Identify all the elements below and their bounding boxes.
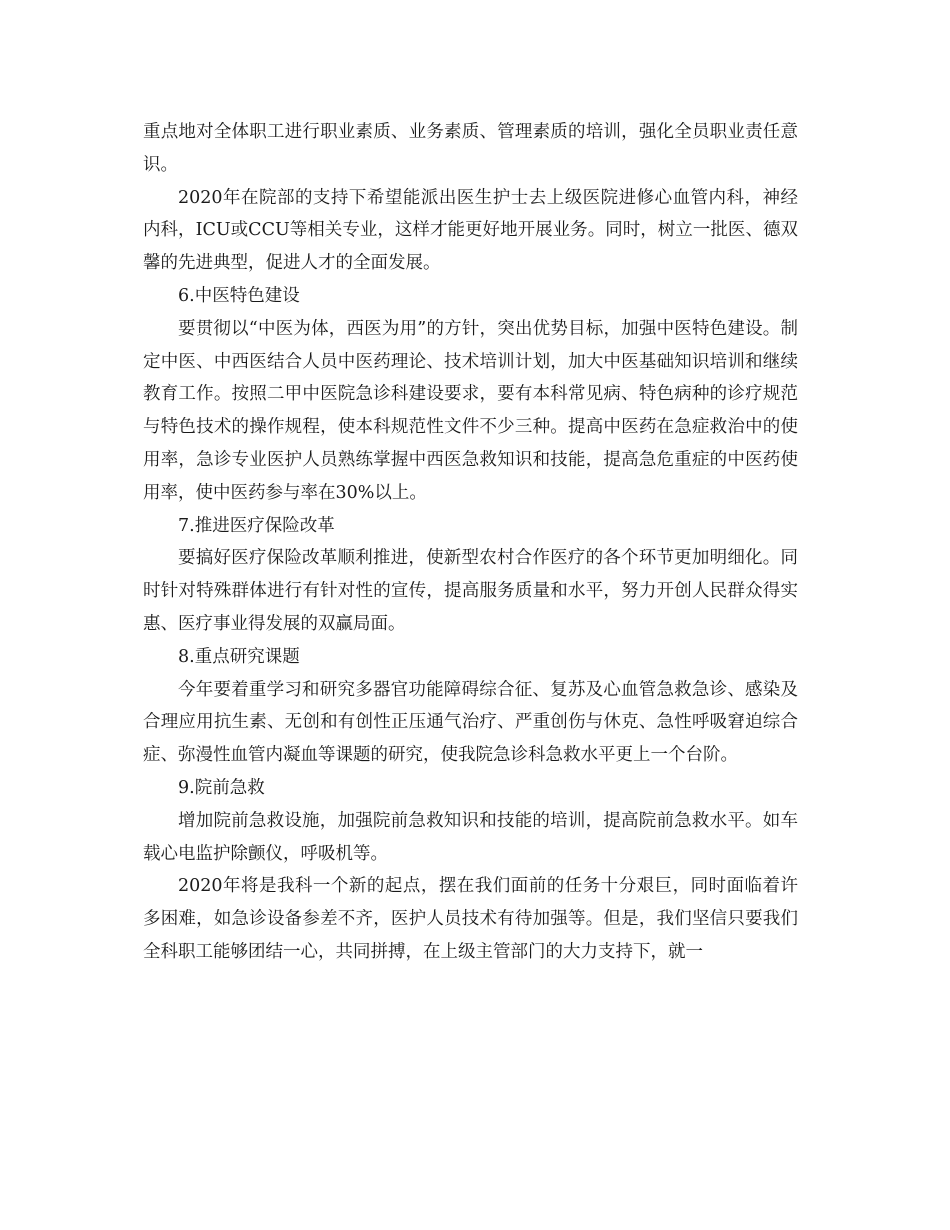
paragraph-tcm: 要贯彻以“中医为体，西医为用”的方针，突出优势目标，加强中医特色建设。制定中医、中西医结合人员中医药理论、技术培训计划，加大中医基础知识培训和继续教育工作。按照二甲中医院急诊科建设要求，要有本科常见病、特色病种的诊疗规范与特色技术的操作规程，使本科规范性文件不少三种。提高中医药在急症救治中的使用率，急诊专业医护人员熟练掌握中西医急救知识和技能，提高急危重症的中医药使用率，使中医药参与率在30%以上。 [143, 318, 798, 503]
paragraph-2020-training: 2020年在院部的支持下希望能派出医生护士去上级医院进修心血管内科，神经内科，ICU或CCU等相关专业，这样才能更好地开展业务。同时，树立一批医、德双馨的先进典型，促进人才的全面发展。 [143, 187, 798, 274]
paragraph-insurance: 要搞好医疗保险改革顺利推进，使新型农村合作医疗的各个环节更加明细化。同时针对特殊群体进行有针对性的宣传，提高服务质量和水平，努力开创人民群众得实惠、医疗事业得发展的双赢局面。 [143, 548, 798, 634]
paragraph-research: 今年要着重学习和研究多器官功能障碍综合征、复苏及心血管急救急诊、感染及合理应用抗生素、无创和有创性正压通气治疗、严重创伤与休克、急性呼吸窘迫综合症、弥漫性血管内凝血等课题的研究，使我院急诊科急救水平更上一个台阶。 [143, 679, 798, 766]
paragraph-conclusion: 2020年将是我科一个新的起点，摆在我们面前的任务十分艰巨，同时面临着许多困难，如急诊设备参差不齐，医护人员技术有待加强等。但是，我们坚信只要我们全科职工能够团结一心，共同拼搏，在上级主管部门的大力支持下，就一 [143, 876, 798, 962]
section-heading-9: 9.院前急救 [178, 777, 265, 798]
paragraph-prehospital: 增加院前急救设施，加强院前急救知识和技能的培训，提高院前急救水平。如车载心电监护除颤仪，呼吸机等。 [143, 810, 798, 864]
paragraph-training-intro: 重点地对全体职工进行职业素质、业务素质、管理素质的培训，强化全员职业责任意识。 [143, 122, 798, 175]
section-heading-7: 7.推进医疗保险改革 [178, 515, 335, 536]
section-heading-6: 6.中医特色建设 [178, 285, 300, 306]
document-page [143, 116, 798, 969]
section-heading-8: 8.重点研究课题 [178, 646, 300, 667]
